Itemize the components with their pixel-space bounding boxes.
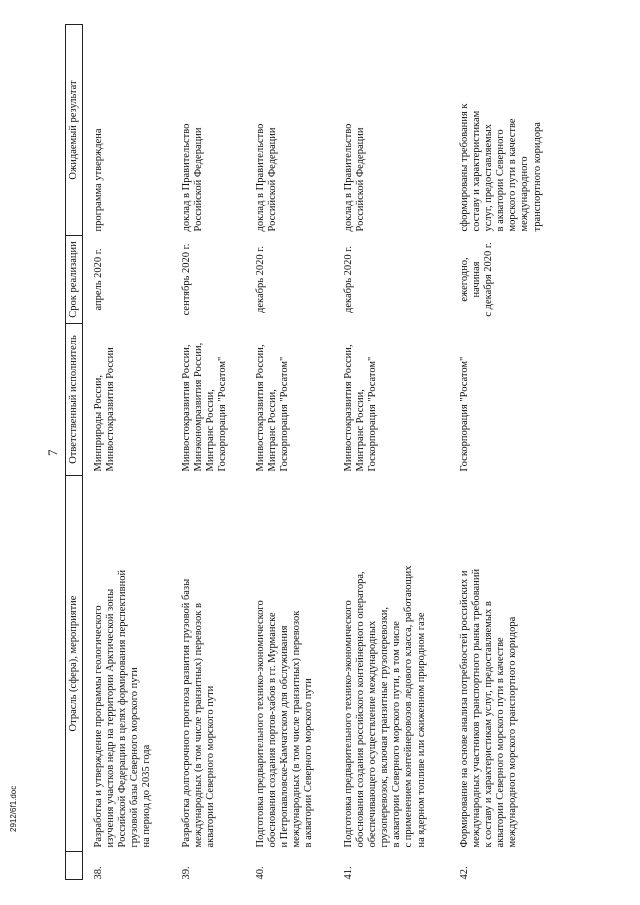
table-row (93, 25, 181, 880)
table-row (459, 25, 569, 880)
header-cell-activity: Отрасль (сфера), мероприятие (66, 476, 83, 852)
row-activity: Подготовка предварительного технико-экономического обоснования создания портов-хабов в гг. Мурманске и Петропавловске-Камчатском для обслуживания международных (в том числе транзитных) перевозок в акватории Северного морского пути (254, 600, 315, 848)
measures-table (65, 24, 569, 880)
row-number: 42. (458, 866, 470, 880)
row-result: доклад в Правительство Российской Федерации (180, 123, 204, 232)
row-deadline: сентябрь 2020 г. (180, 243, 192, 316)
row-activity: Разработка долгосрочного прогноза развития грузовой базы международных (в том числе транзитных) перевозок в акватории Северного морского пути (180, 578, 216, 848)
table-header-row (66, 25, 83, 880)
row-deadline: апрель 2020 г. (92, 248, 104, 311)
row-executor: Минприроды России, Минвостокразвития России (92, 347, 116, 472)
page-number: 7 (45, 449, 60, 456)
row-result: программа утверждена (92, 128, 104, 232)
row-result: сформированы требования к составу и характеристикам услуг, предоставляемых в акватории Северного морского пути в качестве международного транспортного коридора (458, 103, 543, 232)
row-deadline: декабрь 2020 г. (254, 246, 266, 313)
row-result: доклад в Правительство Российской Федерации (254, 123, 278, 232)
row-deadline: декабрь 2020 г. (342, 246, 354, 313)
header-cell-number (66, 852, 83, 880)
header-cell-result: Ожидаемый результат (66, 25, 83, 236)
row-activity: Формирование на основе анализа потребностей российских и международных участников транспортного рынка требований к составу и характеристикам услуг, предоставляемых в акватории Северного морского пути в качестве международного морского транспортного коридора (458, 568, 519, 848)
header-cell-deadline: Срок реализации (66, 236, 83, 324)
table-row (343, 25, 459, 880)
footer-file-code: 2912/6f1.doc (9, 785, 18, 832)
row-executor: Минвостокразвития России, Минэкономразвития России, Минтранс России, Госкорпорация "Росатом" (180, 342, 229, 472)
rotated-table-area (45, 25, 593, 880)
table-row (181, 25, 255, 880)
row-executor: Минвостокразвития России, Минтранс России, Госкорпорация "Росатом" (342, 344, 378, 472)
row-activity: Подготовка предварительного технико-экономического обоснования создания российского контейнерного оператора, обеспечивающего осуществление международных грузоперевозок, включая транзитные грузоперевозки, в акватории Северного морского пути, в том числе с применением контейнеровозов ледового класса, работающих на ядерном топливе или сжиженном природном газе (342, 565, 427, 848)
row-number: 41. (342, 866, 354, 880)
row-executor: Минвостокразвития России, Минтранс России, Госкорпорация "Росатом" (254, 344, 290, 472)
row-activity: Разработка и утверждение программы геологического изучения участков недр на территории Арктической зоны Российской Федерации в целях формирования перспективной грузовой базы Северного морского пути на период до 2035 года (92, 569, 153, 848)
row-number: 39. (180, 866, 192, 880)
row-number: 38. (92, 866, 104, 880)
header-cell-executor: Ответственный исполнитель (66, 324, 83, 476)
row-executor: Госкорпорация "Росатом" (458, 356, 470, 472)
row-number: 40. (254, 866, 266, 880)
row-deadline: ежегодно, начиная с декабря 2020 г. (458, 242, 494, 317)
row-result: доклад в Правительство Российской Федерации (342, 123, 366, 232)
table-row (255, 25, 343, 880)
